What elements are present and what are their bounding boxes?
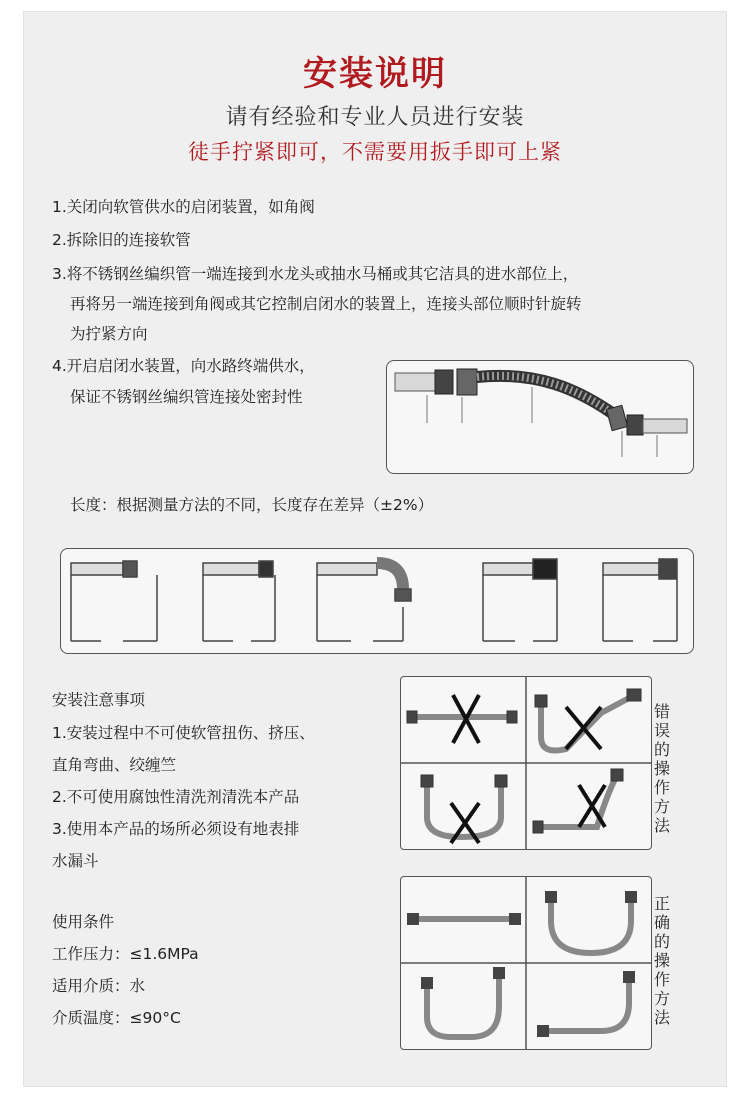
page-subtitle: 请有经验和专业人员进行安装: [225, 105, 525, 130]
page-title: 安装说明: [303, 54, 447, 94]
right-operation-diagram: [400, 876, 652, 1050]
wrong-operation-label: [652, 702, 672, 835]
step-1: 1.关闭向软管供水的启闭装置，如角阀: [52, 198, 315, 216]
braided-hose-illustration: [387, 361, 693, 473]
right-label-char: 法: [653, 1008, 670, 1027]
condition-temperature: 介质温度：≤90°C: [52, 1009, 181, 1027]
precaution-1-line-1: 1.安装过程中不可使软管扭伤、挤压、: [52, 724, 315, 742]
step-3-line-1: 3.将不锈钢丝编织管一端连接到水龙头或抽水马桶或其它洁具的进水部位上，: [52, 265, 579, 283]
right-label-char: 作: [653, 970, 670, 989]
right-label-char: 的: [653, 932, 670, 951]
step-2: 2.拆除旧的连接软管: [52, 231, 191, 249]
step-3-line-2: 再将另一端连接到角阀或其它控制启闭水的装置上，连接头部位顺时针旋转: [70, 295, 582, 313]
length-measurement-diagram: [60, 548, 694, 654]
precautions-heading: 安装注意事项: [52, 691, 146, 709]
wrong-label-char: 方: [653, 797, 670, 816]
wrong-label-char: 法: [653, 816, 670, 835]
tighten-by-hand-note: 徒手拧紧即可，不需要用扳手即可上紧: [188, 140, 562, 164]
wrong-label-char: 的: [653, 740, 670, 759]
right-operation-illustrations: [401, 877, 651, 1049]
step-3-line-3: 为拧紧方向: [70, 325, 148, 343]
condition-medium: 适用介质：水: [52, 977, 146, 995]
length-measurement-illustrations: [61, 549, 693, 653]
step-4-line-2: 保证不锈钢丝编织管连接处密封性: [70, 388, 303, 406]
precaution-3-line-1: 3.使用本产品的场所必须设有地表排: [52, 820, 300, 838]
right-label-char: 方: [653, 989, 670, 1008]
precaution-2: 2.不可使用腐蚀性清洗剂清洗本产品: [52, 788, 300, 806]
hose-connection-diagram: [386, 360, 694, 474]
right-operation-label: [652, 894, 672, 1027]
conditions-heading: 使用条件: [52, 913, 115, 931]
wrong-label-char: 操: [653, 759, 670, 778]
wrong-label-char: 错: [653, 702, 670, 721]
right-label-char: 确: [653, 913, 670, 932]
length-tolerance-note: 长度：根据测量方法的不同，长度存在差异（±2%）: [70, 496, 434, 514]
wrong-operation-diagram: [400, 676, 652, 850]
instruction-sheet: [24, 12, 726, 1086]
wrong-label-char: 误: [653, 721, 670, 740]
precaution-3-line-2: 水漏斗: [52, 852, 99, 870]
precaution-1-line-2: 直角弯曲、绞缠竺: [52, 756, 177, 774]
right-label-char: 正: [653, 894, 670, 913]
right-label-char: 操: [653, 951, 670, 970]
wrong-label-char: 作: [653, 778, 670, 797]
step-4-line-1: 4.开启启闭水装置，向水路终端供水，: [52, 357, 315, 375]
wrong-operation-illustrations: [401, 677, 651, 849]
condition-pressure: 工作压力：≤1.6MPa: [52, 945, 199, 963]
